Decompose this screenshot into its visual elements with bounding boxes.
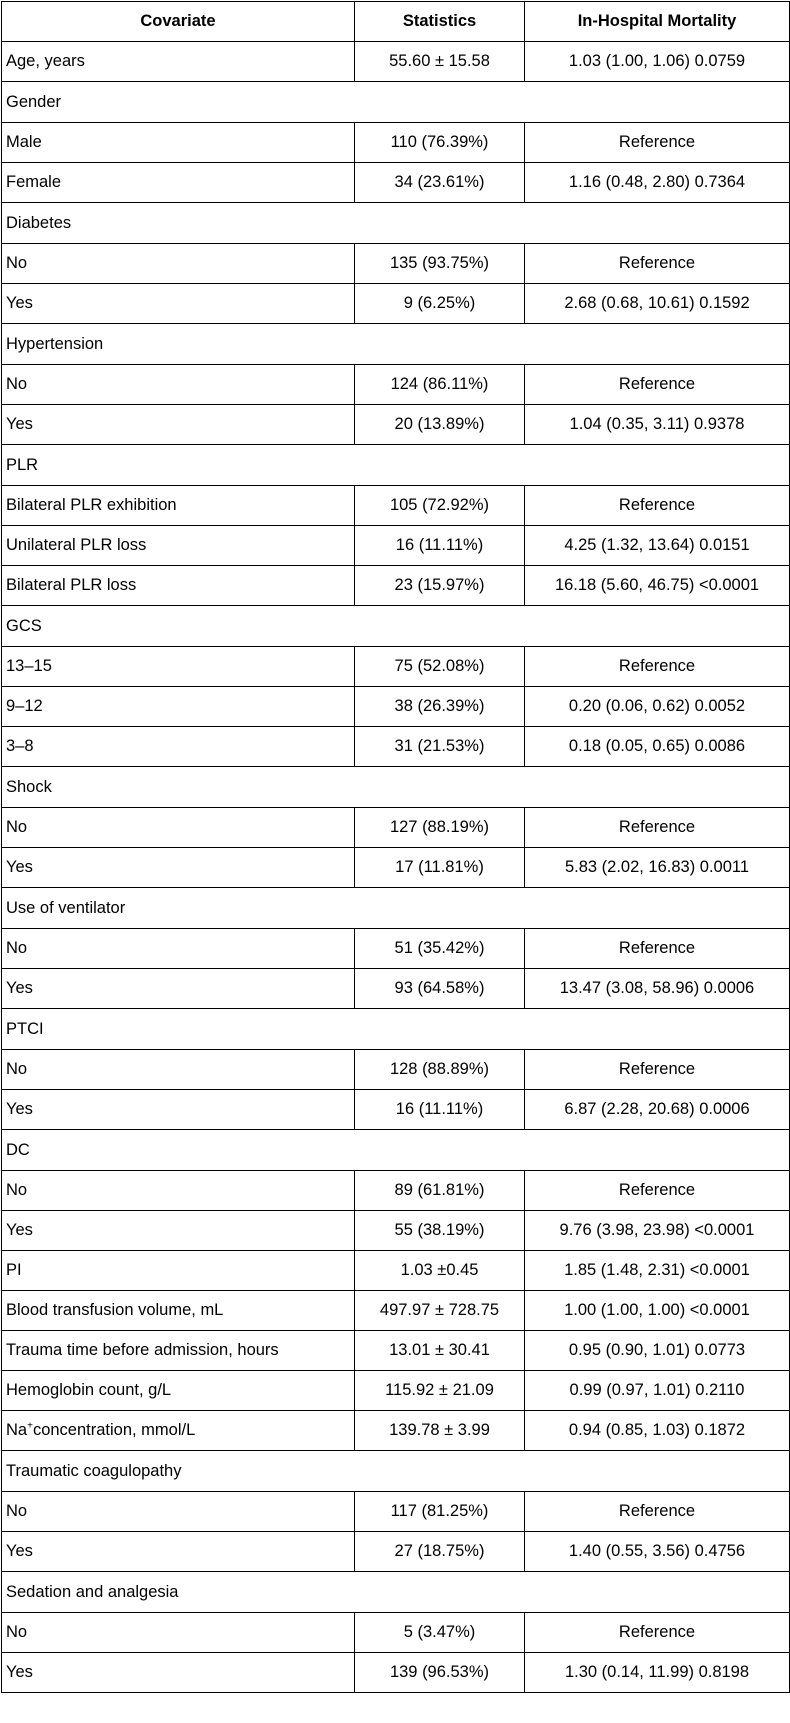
- statistics-cell: 13.01 ± 30.41: [355, 1331, 525, 1371]
- covariate-cell: Yes: [2, 1090, 355, 1130]
- group-label: Diabetes: [2, 203, 790, 244]
- statistics-cell: 139 (96.53%): [355, 1653, 525, 1693]
- statistics-cell: 51 (35.42%): [355, 929, 525, 969]
- covariate-cell: No: [2, 244, 355, 284]
- covariate-text: concentration, mmol/L: [32, 1421, 196, 1439]
- table-row: [2, 848, 790, 888]
- covariate-cell: Female: [2, 163, 355, 203]
- covariate-cell: No: [2, 1492, 355, 1532]
- statistics-cell: 497.97 ± 728.75: [355, 1291, 525, 1331]
- group-label: GCS: [2, 606, 790, 647]
- mortality-cell: Reference: [525, 123, 790, 163]
- mortality-cell: 1.85 (1.48, 2.31) <0.0001: [525, 1251, 790, 1291]
- covariate-cell: Yes: [2, 284, 355, 324]
- statistics-cell: 31 (21.53%): [355, 727, 525, 767]
- mortality-cell: Reference: [525, 1171, 790, 1211]
- statistics-cell: 27 (18.75%): [355, 1532, 525, 1572]
- mortality-cell: 13.47 (3.08, 58.96) 0.0006: [525, 969, 790, 1009]
- statistics-cell: 55 (38.19%): [355, 1211, 525, 1251]
- mortality-cell: Reference: [525, 647, 790, 687]
- table-row: [2, 284, 790, 324]
- mortality-cell: 0.20 (0.06, 0.62) 0.0052: [525, 687, 790, 727]
- covariate-cell: Bilateral PLR exhibition: [2, 486, 355, 526]
- table-row: [2, 526, 790, 566]
- table-row: [2, 808, 790, 848]
- table-row: [2, 486, 790, 526]
- table-row: [2, 1291, 790, 1331]
- covariate-cell: Trauma time before admission, hours: [2, 1331, 355, 1371]
- mortality-cell: Reference: [525, 365, 790, 405]
- table-row: [2, 1251, 790, 1291]
- group-label: PLR: [2, 445, 790, 486]
- header-covariate: Covariate: [2, 2, 355, 42]
- mortality-cell: Reference: [525, 1050, 790, 1090]
- header-mortality: In-Hospital Mortality: [525, 2, 790, 42]
- table-row: [2, 1050, 790, 1090]
- covariate-cell: Yes: [2, 1532, 355, 1572]
- statistics-cell: 17 (11.81%): [355, 848, 525, 888]
- mortality-cell: 1.16 (0.48, 2.80) 0.7364: [525, 163, 790, 203]
- table-row: [2, 1371, 790, 1411]
- mortality-cell: 9.76 (3.98, 23.98) <0.0001: [525, 1211, 790, 1251]
- group-header-row: [2, 203, 790, 244]
- mortality-cell: 0.99 (0.97, 1.01) 0.2110: [525, 1371, 790, 1411]
- mortality-cell: 1.30 (0.14, 11.99) 0.8198: [525, 1653, 790, 1693]
- mortality-cell: 0.18 (0.05, 0.65) 0.0086: [525, 727, 790, 767]
- superscript-text: +: [27, 1420, 33, 1432]
- statistics-cell: 1.03 ±0.45: [355, 1251, 525, 1291]
- statistics-cell: 124 (86.11%): [355, 365, 525, 405]
- statistics-cell: 127 (88.19%): [355, 808, 525, 848]
- covariate-cell: No: [2, 1171, 355, 1211]
- mortality-cell: Reference: [525, 1492, 790, 1532]
- group-label: PTCI: [2, 1009, 790, 1050]
- table-row: [2, 244, 790, 284]
- table-row: [2, 1532, 790, 1572]
- table-row: [2, 42, 790, 82]
- table-row: [2, 123, 790, 163]
- table-row: [2, 163, 790, 203]
- covariate-cell: Yes: [2, 1211, 355, 1251]
- group-header-row: [2, 1451, 790, 1492]
- statistics-cell: 93 (64.58%): [355, 969, 525, 1009]
- statistics-cell: 110 (76.39%): [355, 123, 525, 163]
- mortality-cell: Reference: [525, 244, 790, 284]
- covariate-text: Na: [6, 1421, 28, 1439]
- covariate-cell: No: [2, 1613, 355, 1653]
- covariate-cell: No: [2, 929, 355, 969]
- group-header-row: [2, 82, 790, 123]
- table-row: [2, 969, 790, 1009]
- mortality-cell: Reference: [525, 808, 790, 848]
- covariate-cell: Bilateral PLR loss: [2, 566, 355, 606]
- statistics-cell: 38 (26.39%): [355, 687, 525, 727]
- mortality-cell: 6.87 (2.28, 20.68) 0.0006: [525, 1090, 790, 1130]
- group-header-row: [2, 767, 790, 808]
- statistics-cell: 20 (13.89%): [355, 405, 525, 445]
- table-row: [2, 1171, 790, 1211]
- covariate-cell: Yes: [2, 969, 355, 1009]
- mortality-cell: Reference: [525, 486, 790, 526]
- statistics-cell: 105 (72.92%): [355, 486, 525, 526]
- table-row: [2, 1653, 790, 1693]
- covariate-cell: No: [2, 808, 355, 848]
- group-header-row: [2, 888, 790, 929]
- table-row: [2, 1331, 790, 1371]
- table-row: [2, 566, 790, 606]
- statistics-cell: 139.78 ± 3.99: [355, 1411, 525, 1451]
- covariate-cell: Unilateral PLR loss: [2, 526, 355, 566]
- statistics-cell: 128 (88.89%): [355, 1050, 525, 1090]
- table-row: [2, 1090, 790, 1130]
- statistics-cell: 55.60 ± 15.58: [355, 42, 525, 82]
- covariate-cell: No: [2, 365, 355, 405]
- table-row: [2, 647, 790, 687]
- covariate-cell: Hemoglobin count, g/L: [2, 1371, 355, 1411]
- covariate-cell: Yes: [2, 848, 355, 888]
- mortality-cell: 1.04 (0.35, 3.11) 0.9378: [525, 405, 790, 445]
- group-label: Sedation and analgesia: [2, 1572, 790, 1613]
- statistics-cell: 34 (23.61%): [355, 163, 525, 203]
- covariate-cell: 3–8: [2, 727, 355, 767]
- table-row: [2, 687, 790, 727]
- statistics-cell: 9 (6.25%): [355, 284, 525, 324]
- mortality-cell: 2.68 (0.68, 10.61) 0.1592: [525, 284, 790, 324]
- statistics-cell: 117 (81.25%): [355, 1492, 525, 1532]
- covariate-cell: PI: [2, 1251, 355, 1291]
- table-header-row: [2, 2, 790, 42]
- table-row: [2, 405, 790, 445]
- table-row: [2, 1411, 790, 1451]
- mortality-cell: 4.25 (1.32, 13.64) 0.0151: [525, 526, 790, 566]
- group-header-row: [2, 1130, 790, 1171]
- group-label: Gender: [2, 82, 790, 123]
- covariate-cell: Yes: [2, 1653, 355, 1693]
- header-statistics: Statistics: [355, 2, 525, 42]
- covariate-cell: Age, years: [2, 42, 355, 82]
- table-row: [2, 929, 790, 969]
- mortality-cell: 0.95 (0.90, 1.01) 0.0773: [525, 1331, 790, 1371]
- group-label: Traumatic coagulopathy: [2, 1451, 790, 1492]
- statistics-cell: 75 (52.08%): [355, 647, 525, 687]
- group-label: DC: [2, 1130, 790, 1171]
- mortality-cell: Reference: [525, 1613, 790, 1653]
- table-body: [2, 42, 790, 1693]
- group-header-row: [2, 324, 790, 365]
- covariate-cell: 13–15: [2, 647, 355, 687]
- statistics-cell: 135 (93.75%): [355, 244, 525, 284]
- table-row: [2, 1613, 790, 1653]
- group-label: Shock: [2, 767, 790, 808]
- covariate-cell: Blood transfusion volume, mL: [2, 1291, 355, 1331]
- table-row: [2, 1492, 790, 1532]
- covariate-cell: [2, 1411, 355, 1451]
- statistics-cell: 89 (61.81%): [355, 1171, 525, 1211]
- group-header-row: [2, 606, 790, 647]
- mortality-table: [1, 1, 790, 1693]
- group-label: Use of ventilator: [2, 888, 790, 929]
- mortality-cell: Reference: [525, 929, 790, 969]
- statistics-cell: 16 (11.11%): [355, 1090, 525, 1130]
- statistics-cell: 5 (3.47%): [355, 1613, 525, 1653]
- mortality-cell: 1.00 (1.00, 1.00) <0.0001: [525, 1291, 790, 1331]
- covariate-cell: No: [2, 1050, 355, 1090]
- mortality-cell: 5.83 (2.02, 16.83) 0.0011: [525, 848, 790, 888]
- mortality-cell: 1.40 (0.55, 3.56) 0.4756: [525, 1532, 790, 1572]
- statistics-cell: 115.92 ± 21.09: [355, 1371, 525, 1411]
- covariate-cell: Yes: [2, 405, 355, 445]
- statistics-cell: 23 (15.97%): [355, 566, 525, 606]
- group-header-row: [2, 445, 790, 486]
- covariate-cell: Male: [2, 123, 355, 163]
- mortality-cell: 0.94 (0.85, 1.03) 0.1872: [525, 1411, 790, 1451]
- table-row: [2, 365, 790, 405]
- table-row: [2, 1211, 790, 1251]
- group-header-row: [2, 1572, 790, 1613]
- covariate-cell: 9–12: [2, 687, 355, 727]
- table-row: [2, 727, 790, 767]
- mortality-cell: 1.03 (1.00, 1.06) 0.0759: [525, 42, 790, 82]
- statistics-cell: 16 (11.11%): [355, 526, 525, 566]
- group-header-row: [2, 1009, 790, 1050]
- group-label: Hypertension: [2, 324, 790, 365]
- mortality-cell: 16.18 (5.60, 46.75) <0.0001: [525, 566, 790, 606]
